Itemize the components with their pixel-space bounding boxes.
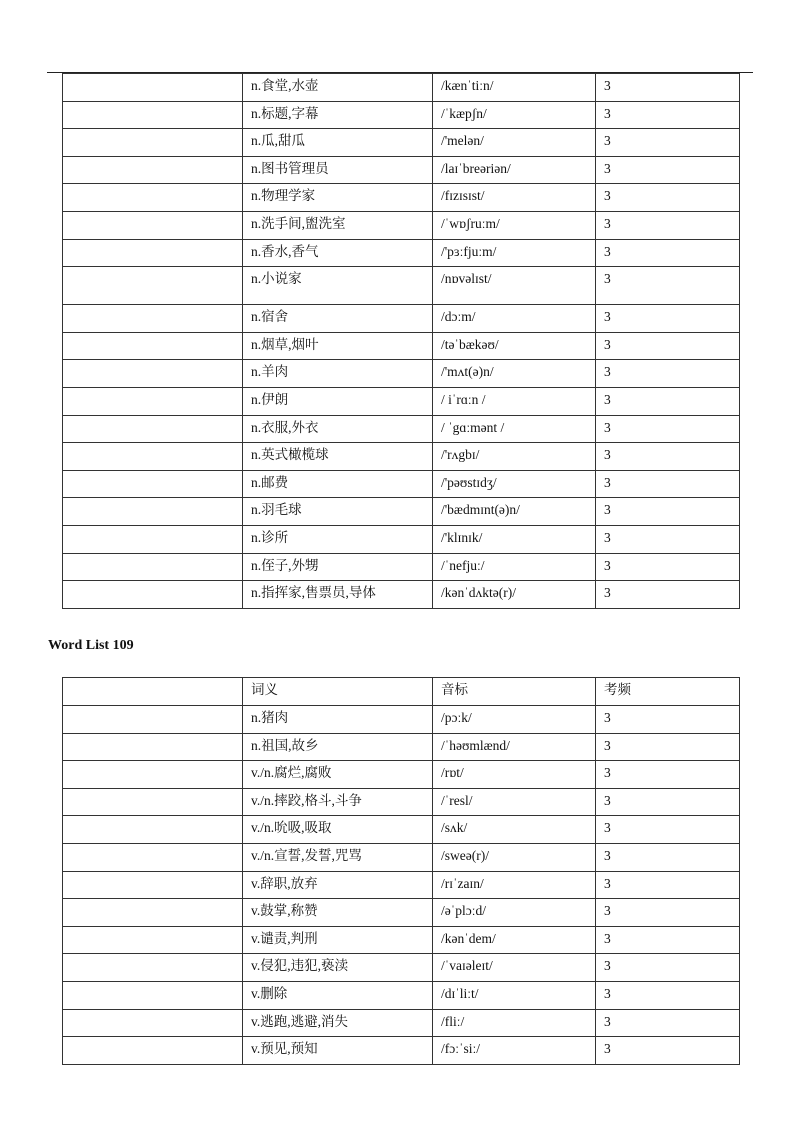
- frequency-cell: 3: [596, 156, 740, 184]
- phonetic-cell: /dɔːm/: [433, 305, 596, 333]
- meaning-cell: n.英式橄榄球: [243, 443, 433, 471]
- word-cell: [63, 706, 243, 734]
- word-cell: [63, 360, 243, 388]
- phonetic-cell: /laɪˈbreəriən/: [433, 156, 596, 184]
- table-row: [63, 761, 740, 789]
- frequency-cell: 3: [596, 360, 740, 388]
- phonetic-cell: /dɪˈliːt/: [433, 981, 596, 1009]
- table-row: [63, 788, 740, 816]
- frequency-cell: 考频: [596, 678, 740, 706]
- phonetic-cell: /kənˈdem/: [433, 926, 596, 954]
- frequency-cell: 3: [596, 184, 740, 212]
- word-cell: [63, 267, 243, 305]
- meaning-cell: n.羊肉: [243, 360, 433, 388]
- frequency-cell: 3: [596, 305, 740, 333]
- meaning-cell: n.侄子,外甥: [243, 553, 433, 581]
- meaning-cell: n.食堂,水壶: [243, 74, 433, 102]
- meaning-cell: n.洗手间,盥洗室: [243, 211, 433, 239]
- meaning-cell: n.邮费: [243, 470, 433, 498]
- table-header-row: [63, 678, 740, 706]
- frequency-cell: 3: [596, 211, 740, 239]
- frequency-cell: 3: [596, 581, 740, 609]
- frequency-cell: 3: [596, 843, 740, 871]
- phonetic-cell: /fliː/: [433, 1009, 596, 1037]
- frequency-cell: 3: [596, 1037, 740, 1065]
- table-row: [63, 954, 740, 982]
- phonetic-cell: /ˈwɒʃruːm/: [433, 211, 596, 239]
- phonetic-cell: /kænˈtiːn/: [433, 74, 596, 102]
- frequency-cell: 3: [596, 553, 740, 581]
- meaning-cell: n.小说家: [243, 267, 433, 305]
- table-row: [63, 360, 740, 388]
- table-row: [63, 1009, 740, 1037]
- phonetic-cell: /ˈnefjuː/: [433, 553, 596, 581]
- word-cell: [63, 525, 243, 553]
- table-row: [63, 443, 740, 471]
- table-row: [63, 871, 740, 899]
- word-cell: [63, 387, 243, 415]
- table-row: [63, 899, 740, 927]
- table-row: [63, 816, 740, 844]
- frequency-cell: 3: [596, 733, 740, 761]
- phonetic-cell: /'bædmɪnt(ə)n/: [433, 498, 596, 526]
- table-row: [63, 1037, 740, 1065]
- phonetic-cell: /pɔːk/: [433, 706, 596, 734]
- word-cell: [63, 184, 243, 212]
- meaning-cell: v.逃跑,逃避,消失: [243, 1009, 433, 1037]
- table-row: [63, 387, 740, 415]
- meaning-cell: v.鼓掌,称赞: [243, 899, 433, 927]
- meaning-cell: n.指挥家,售票员,导体: [243, 581, 433, 609]
- phonetic-cell: /ˈresl/: [433, 788, 596, 816]
- meaning-cell: n.羽毛球: [243, 498, 433, 526]
- table-row: [63, 267, 740, 305]
- phonetic-cell: / ˈgɑːmənt /: [433, 415, 596, 443]
- word-cell: [63, 211, 243, 239]
- word-cell: [63, 470, 243, 498]
- meaning-cell: n.图书管理员: [243, 156, 433, 184]
- phonetic-cell: /'pɜːfjuːm/: [433, 239, 596, 267]
- vocab-table-109: [62, 677, 740, 1065]
- phonetic-cell: /nɒvəlɪst/: [433, 267, 596, 305]
- table-row: [63, 706, 740, 734]
- table-row: [63, 470, 740, 498]
- meaning-cell: v./n.吮吸,吸取: [243, 816, 433, 844]
- frequency-cell: 3: [596, 443, 740, 471]
- word-cell: [63, 305, 243, 333]
- table-row: [63, 525, 740, 553]
- frequency-cell: 3: [596, 706, 740, 734]
- phonetic-cell: /ˈkæpʃn/: [433, 101, 596, 129]
- phonetic-cell: /ˈvaɪəleɪt/: [433, 954, 596, 982]
- phonetic-cell: /təˈbækəʊ/: [433, 332, 596, 360]
- table-row: [63, 926, 740, 954]
- frequency-cell: 3: [596, 954, 740, 982]
- frequency-cell: 3: [596, 387, 740, 415]
- meaning-cell: n.衣服,外衣: [243, 415, 433, 443]
- phonetic-cell: /'mʌt(ə)n/: [433, 360, 596, 388]
- frequency-cell: 3: [596, 761, 740, 789]
- frequency-cell: 3: [596, 415, 740, 443]
- phonetic-cell: /'rʌgbɪ/: [433, 443, 596, 471]
- table-row: [63, 981, 740, 1009]
- vocab-table-continued: [62, 73, 740, 609]
- phonetic-cell: /rɒt/: [433, 761, 596, 789]
- meaning-cell: n.猪肉: [243, 706, 433, 734]
- frequency-cell: 3: [596, 1009, 740, 1037]
- word-cell: [63, 129, 243, 157]
- meaning-cell: n.祖国,故乡: [243, 733, 433, 761]
- frequency-cell: 3: [596, 239, 740, 267]
- phonetic-cell: 音标: [433, 678, 596, 706]
- meaning-cell: n.标题,字幕: [243, 101, 433, 129]
- word-cell: [63, 1037, 243, 1065]
- table-row: [63, 498, 740, 526]
- phonetic-cell: /əˈplɔːd/: [433, 899, 596, 927]
- frequency-cell: 3: [596, 871, 740, 899]
- phonetic-cell: /'pəʊstɪdʒ/: [433, 470, 596, 498]
- word-cell: [63, 1009, 243, 1037]
- meaning-cell: n.宿舍: [243, 305, 433, 333]
- phonetic-cell: /rɪˈzaɪn/: [433, 871, 596, 899]
- word-cell: [63, 843, 243, 871]
- table-row: [63, 581, 740, 609]
- word-cell: [63, 498, 243, 526]
- word-cell: [63, 954, 243, 982]
- word-cell: [63, 415, 243, 443]
- table-row: [63, 553, 740, 581]
- table-row: [63, 101, 740, 129]
- word-cell: [63, 761, 243, 789]
- meaning-cell: 词义: [243, 678, 433, 706]
- frequency-cell: 3: [596, 332, 740, 360]
- frequency-cell: 3: [596, 74, 740, 102]
- word-cell: [63, 101, 243, 129]
- meaning-cell: v.侵犯,违犯,亵渎: [243, 954, 433, 982]
- meaning-cell: v.预见,预知: [243, 1037, 433, 1065]
- word-cell: [63, 443, 243, 471]
- meaning-cell: v.辞职,放弃: [243, 871, 433, 899]
- table-row: [63, 156, 740, 184]
- phonetic-cell: /fɔːˈsiː/: [433, 1037, 596, 1065]
- table-row: [63, 74, 740, 102]
- phonetic-cell: /fɪzɪsɪst/: [433, 184, 596, 212]
- frequency-cell: 3: [596, 129, 740, 157]
- phonetic-cell: /kənˈdʌktə(r)/: [433, 581, 596, 609]
- word-cell: [63, 733, 243, 761]
- table-row: [63, 305, 740, 333]
- table-row: [63, 733, 740, 761]
- phonetic-cell: /ˈhəʊmlænd/: [433, 733, 596, 761]
- word-list-title: Word List 109: [48, 638, 134, 653]
- word-cell: [63, 788, 243, 816]
- table-row: [63, 415, 740, 443]
- table-row: [63, 239, 740, 267]
- phonetic-cell: /sʌk/: [433, 816, 596, 844]
- frequency-cell: 3: [596, 788, 740, 816]
- frequency-cell: 3: [596, 101, 740, 129]
- word-cell: [63, 239, 243, 267]
- table-row: [63, 332, 740, 360]
- meaning-cell: n.烟草,烟叶: [243, 332, 433, 360]
- word-cell: [63, 678, 243, 706]
- phonetic-cell: /'klɪnɪk/: [433, 525, 596, 553]
- vocab-table-109-body: [63, 678, 740, 1065]
- word-cell: [63, 981, 243, 1009]
- frequency-cell: 3: [596, 498, 740, 526]
- meaning-cell: n.瓜,甜瓜: [243, 129, 433, 157]
- word-cell: [63, 871, 243, 899]
- frequency-cell: 3: [596, 525, 740, 553]
- frequency-cell: 3: [596, 899, 740, 927]
- word-cell: [63, 816, 243, 844]
- table-row: [63, 843, 740, 871]
- frequency-cell: 3: [596, 470, 740, 498]
- meaning-cell: v.谴责,判刑: [243, 926, 433, 954]
- word-cell: [63, 581, 243, 609]
- table-row: [63, 211, 740, 239]
- frequency-cell: 3: [596, 267, 740, 305]
- phonetic-cell: / iˈrɑːn /: [433, 387, 596, 415]
- word-cell: [63, 156, 243, 184]
- table-row: [63, 184, 740, 212]
- meaning-cell: n.香水,香气: [243, 239, 433, 267]
- frequency-cell: 3: [596, 926, 740, 954]
- word-cell: [63, 332, 243, 360]
- frequency-cell: 3: [596, 816, 740, 844]
- word-cell: [63, 74, 243, 102]
- meaning-cell: v.删除: [243, 981, 433, 1009]
- phonetic-cell: /sweə(r)/: [433, 843, 596, 871]
- vocab-table-continued-body: [63, 74, 740, 609]
- meaning-cell: v./n.摔跤,格斗,斗争: [243, 788, 433, 816]
- meaning-cell: v./n.宣誓,发誓,咒骂: [243, 843, 433, 871]
- phonetic-cell: /'melən/: [433, 129, 596, 157]
- word-cell: [63, 926, 243, 954]
- meaning-cell: v./n.腐烂,腐败: [243, 761, 433, 789]
- meaning-cell: n.物理学家: [243, 184, 433, 212]
- table-row: [63, 129, 740, 157]
- meaning-cell: n.诊所: [243, 525, 433, 553]
- word-cell: [63, 899, 243, 927]
- frequency-cell: 3: [596, 981, 740, 1009]
- meaning-cell: n.伊朗: [243, 387, 433, 415]
- word-cell: [63, 553, 243, 581]
